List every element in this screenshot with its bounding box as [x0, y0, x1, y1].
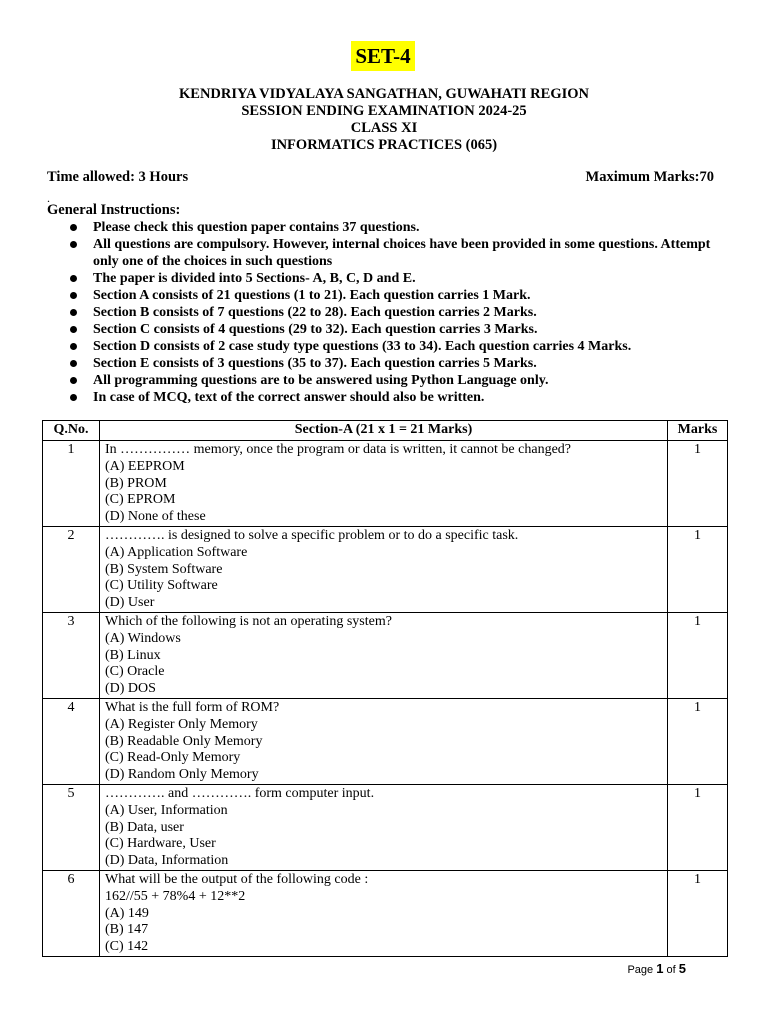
question-text: In …………… memory, once the program or data is written, it cannot be changed?: [105, 442, 572, 457]
page-number: 1: [656, 961, 664, 976]
page-word: Page: [627, 964, 654, 976]
question-number: 4: [43, 698, 100, 784]
question-row: [43, 441, 728, 527]
bullet-icon: [70, 377, 77, 384]
instruction-item: Please check this question paper contains 37 questions.: [70, 219, 730, 236]
bullet-icon: [70, 224, 77, 231]
question-text: …………. is designed to solve a specific problem or to do a specific task.: [105, 527, 519, 543]
question-number: 3: [43, 612, 100, 698]
instruction-item: All programming questions are to be answered using Python Language only.: [70, 372, 730, 389]
question-row: [43, 870, 728, 956]
option-b: (B) Data, user: [105, 819, 184, 835]
question-row: [43, 784, 728, 870]
question-marks: 1: [668, 441, 728, 527]
question-number: 2: [43, 526, 100, 612]
option-b: (B) 147: [105, 922, 149, 938]
question-text: What is the full form of ROM?: [105, 699, 280, 715]
org-heading: KENDRIYA VIDYALAYA SANGATHAN, GUWAHATI REGION: [179, 86, 589, 102]
page-total: 5: [678, 961, 686, 976]
col-qno-header: Q.No.: [43, 421, 100, 441]
question-marks: 1: [668, 784, 728, 870]
bullet-icon: [70, 309, 77, 316]
instruction-item: Section B consists of 7 questions (22 to 28). Each question carries 2 Marks.: [70, 304, 730, 321]
maximum-marks: Maximum Marks:70: [585, 169, 714, 185]
option-d: (D) User: [105, 595, 155, 611]
instruction-item: Section C consists of 4 questions (29 to 32). Each question carries 3 Marks.: [70, 321, 730, 338]
set-label: SET-4: [351, 41, 415, 71]
option-a: (A) Register Only Memory: [105, 716, 258, 732]
option-b: (B) System Software: [105, 561, 223, 577]
instruction-item: Section E consists of 3 questions (35 to 37). Each question carries 5 Marks.: [70, 355, 730, 372]
option-d: (D) None of these: [105, 509, 206, 525]
option-c: (C) 142: [105, 939, 149, 955]
question-body: [100, 441, 668, 527]
question-row: [43, 612, 728, 698]
question-number: 5: [43, 784, 100, 870]
col-marks-header: Marks: [668, 421, 728, 441]
question-row: [43, 698, 728, 784]
option-a: (A) EEPROM: [105, 458, 185, 474]
question-body: [100, 784, 668, 870]
bullet-icon: [70, 360, 77, 367]
instruction-item: All questions are compulsory. However, internal choices have been provided in some questions. Attempt only one of the choices in such questions: [70, 236, 730, 270]
bullet-icon: [70, 292, 77, 299]
option-a: (A) Application Software: [105, 544, 248, 560]
bullet-icon: [70, 326, 77, 333]
option-c: (C) Hardware, User: [105, 836, 216, 852]
class-heading: CLASS XI: [350, 120, 418, 136]
option-c: (C) Utility Software: [105, 578, 218, 594]
instructions-list: [70, 219, 730, 406]
page-footer: [627, 962, 686, 977]
option-d: (D) DOS: [105, 681, 156, 697]
subject-heading: INFORMATICS PRACTICES (065): [270, 137, 498, 153]
question-marks: 1: [668, 612, 728, 698]
stray-dot: .: [47, 191, 50, 205]
instruction-item: In case of MCQ, text of the correct answer should also be written.: [70, 389, 730, 406]
option-c: (C) Read-Only Memory: [105, 750, 241, 766]
question-body: [100, 526, 668, 612]
option-d: (D) Data, Information: [105, 853, 229, 869]
question-text: What will be the output of the following code :: [105, 871, 369, 887]
option-c: (C) EPROM: [105, 492, 176, 508]
instruction-item: The paper is divided into 5 Sections- A, B, C, D and E.: [70, 270, 730, 287]
question-text: Which of the following is not an operating system?: [105, 613, 392, 629]
bullet-icon: [70, 343, 77, 350]
bullet-icon: [70, 394, 77, 401]
question-marks: 1: [668, 870, 728, 956]
option-d: (D) Random Only Memory: [105, 767, 259, 783]
question-body: [100, 612, 668, 698]
question-body: [100, 698, 668, 784]
question-table: [42, 420, 728, 957]
question-marks: 1: [668, 698, 728, 784]
question-number: 6: [43, 870, 100, 956]
instructions-title: General Instructions:: [47, 202, 181, 218]
bullet-icon: [70, 275, 77, 282]
col-section-header: Section-A (21 x 1 = 21 Marks): [100, 421, 668, 441]
question-number: 1: [43, 441, 100, 527]
option-a: (A) User, Information: [105, 802, 228, 818]
time-allowed: Time allowed: 3 Hours: [47, 169, 189, 185]
option-b: (B) Readable Only Memory: [105, 733, 263, 749]
question-row: [43, 526, 728, 612]
instruction-item: Section A consists of 21 questions (1 to 21). Each question carries 1 Mark.: [70, 287, 730, 304]
question-body: [100, 870, 668, 956]
question-text: …………. and …………. form computer input.: [105, 785, 375, 801]
question-marks: 1: [668, 526, 728, 612]
option-a: (A) 149: [105, 905, 149, 921]
instruction-item: Section D consists of 2 case study type questions (33 to 34). Each question carries 4 Marks.: [70, 338, 730, 355]
exam-heading: SESSION ENDING EXAMINATION 2024-25: [241, 103, 527, 119]
of-word: of: [666, 964, 676, 976]
option-c: (C) Oracle: [105, 664, 165, 680]
table-header-row: [43, 421, 728, 441]
bullet-icon: [70, 241, 77, 248]
option-a: (A) Windows: [105, 630, 181, 646]
option-b: (B) PROM: [105, 475, 167, 491]
code-expression: 162//55 + 78%4 + 12**2: [105, 888, 246, 904]
option-b: (B) Linux: [105, 647, 161, 663]
